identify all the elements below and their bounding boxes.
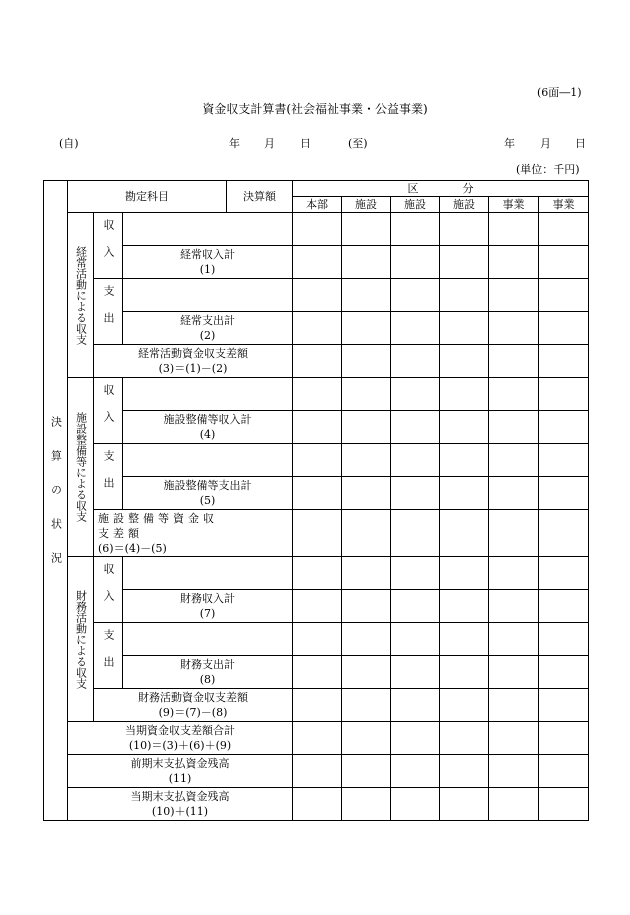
- to-day-label: 日: [575, 137, 586, 150]
- total-label: 当期末支払資金残高: [130, 790, 230, 803]
- period-from-label: (自): [59, 137, 79, 150]
- account-blank: [123, 557, 293, 590]
- col-jigyo-1: 事業: [489, 197, 539, 213]
- account-blank: [123, 444, 293, 477]
- diff-cell: [94, 510, 293, 557]
- value-cell: [440, 444, 489, 477]
- value-cell: [293, 477, 342, 510]
- value-cell: [539, 689, 589, 722]
- total-formula: (10)＝(3)＋(6)＋(9): [128, 739, 232, 752]
- value-cell: [342, 722, 391, 755]
- value-cell: [342, 213, 391, 246]
- value-cell: [391, 689, 440, 722]
- value-cell: [293, 656, 342, 689]
- value-cell: [440, 312, 489, 345]
- value-cell: [539, 623, 589, 656]
- value-cell: [489, 444, 539, 477]
- value-cell: [489, 557, 539, 590]
- income-total-label: 財務収入計: [180, 592, 235, 605]
- value-cell: [342, 411, 391, 444]
- value-cell: [539, 279, 589, 312]
- value-cell: [293, 213, 342, 246]
- value-cell: [440, 510, 489, 557]
- expense-total-cell: [123, 312, 293, 345]
- value-cell: [342, 312, 391, 345]
- value-cell: [489, 755, 539, 788]
- header-category: 区 分: [293, 181, 589, 197]
- income-total-no: (7): [199, 607, 216, 620]
- value-cell: [489, 510, 539, 557]
- value-cell: [293, 279, 342, 312]
- value-cell: [391, 722, 440, 755]
- value-cell: [293, 557, 342, 590]
- value-cell: [293, 755, 342, 788]
- value-cell: [293, 510, 342, 557]
- income-total-cell: [123, 246, 293, 279]
- value-cell: [539, 444, 589, 477]
- value-cell: [440, 246, 489, 279]
- total-cell: [68, 788, 293, 821]
- value-cell: [391, 557, 440, 590]
- value-cell: [342, 477, 391, 510]
- value-cell: [440, 213, 489, 246]
- expense-label-cell: [94, 444, 123, 510]
- diff-label: 経常活動資金収支差額: [138, 347, 248, 360]
- income-total-label: 経常収入計: [180, 248, 235, 261]
- side-label-cell: [44, 181, 68, 821]
- diff-formula: (3)＝(1)－(2): [158, 362, 228, 375]
- value-cell: [293, 312, 342, 345]
- income-label: 収入: [102, 562, 115, 617]
- expense-total-label: 財務支出計: [180, 658, 235, 671]
- value-cell: [342, 590, 391, 623]
- value-cell: [293, 788, 342, 821]
- section-label-cell: [68, 557, 94, 722]
- value-cell: [293, 444, 342, 477]
- fund-statement-table: [43, 180, 589, 821]
- diff-formula: (9)＝(7)－(8): [158, 706, 228, 719]
- account-blank: [123, 623, 293, 656]
- value-cell: [440, 623, 489, 656]
- value-cell: [342, 279, 391, 312]
- expense-total-label: 経常支出計: [180, 314, 235, 327]
- value-cell: [293, 345, 342, 378]
- from-month-label: 月: [264, 137, 275, 150]
- expense-total-cell: [123, 477, 293, 510]
- value-cell: [342, 623, 391, 656]
- value-cell: [342, 345, 391, 378]
- section-label: 財務活動による収支: [74, 589, 88, 689]
- value-cell: [293, 722, 342, 755]
- col-shisetsu-1: 施設: [342, 197, 391, 213]
- income-total-label: 施設整備等収入計: [163, 413, 252, 426]
- value-cell: [539, 312, 589, 345]
- value-cell: [440, 590, 489, 623]
- expense-total-no: (2): [199, 329, 216, 342]
- total-label: 当期資金収支差額合計: [125, 724, 235, 737]
- total-cell: [68, 722, 293, 755]
- expense-total-cell: [123, 656, 293, 689]
- value-cell: [539, 656, 589, 689]
- income-total-no: (4): [199, 428, 216, 441]
- value-cell: [342, 557, 391, 590]
- value-cell: [489, 411, 539, 444]
- value-cell: [391, 213, 440, 246]
- income-total-no: (1): [199, 263, 216, 276]
- value-cell: [440, 279, 489, 312]
- col-honbu: 本部: [293, 197, 342, 213]
- income-label-cell: [94, 213, 123, 279]
- side-label: 決算の状況: [49, 415, 63, 586]
- value-cell: [440, 345, 489, 378]
- value-cell: [342, 689, 391, 722]
- section-label-cell: [68, 378, 94, 557]
- expense-total-no: (8): [199, 673, 216, 686]
- value-cell: [539, 510, 589, 557]
- diff-label: 財務活動資金収支差額: [138, 691, 248, 704]
- expense-label: 支出: [102, 449, 115, 504]
- expense-label: 支出: [102, 628, 115, 683]
- total-formula: (11): [168, 772, 192, 785]
- value-cell: [391, 312, 440, 345]
- section-label: 経常活動による収支: [74, 245, 88, 345]
- to-year-label: 年: [504, 137, 515, 150]
- account-blank: [123, 279, 293, 312]
- value-cell: [293, 689, 342, 722]
- value-cell: [342, 656, 391, 689]
- income-label: 収入: [102, 218, 115, 273]
- value-cell: [440, 411, 489, 444]
- from-year-label: 年: [229, 137, 240, 150]
- expense-total-no: (5): [199, 494, 216, 507]
- value-cell: [342, 444, 391, 477]
- value-cell: [489, 279, 539, 312]
- value-cell: [391, 345, 440, 378]
- value-cell: [440, 689, 489, 722]
- value-cell: [293, 623, 342, 656]
- unit-label: (単位：千円): [516, 163, 580, 176]
- value-cell: [440, 722, 489, 755]
- col-shisetsu-2: 施設: [391, 197, 440, 213]
- value-cell: [539, 213, 589, 246]
- value-cell: [489, 788, 539, 821]
- from-day-label: 日: [300, 137, 311, 150]
- value-cell: [539, 378, 589, 411]
- value-cell: [440, 788, 489, 821]
- value-cell: [391, 378, 440, 411]
- value-cell: [342, 510, 391, 557]
- value-cell: [489, 656, 539, 689]
- col-jigyo-2: 事業: [539, 197, 589, 213]
- account-blank: [123, 213, 293, 246]
- value-cell: [391, 590, 440, 623]
- form-number: (6面―1): [537, 86, 582, 99]
- expense-total-label: 施設整備等支出計: [163, 479, 252, 492]
- account-blank: [123, 378, 293, 411]
- section-label-cell: [68, 213, 94, 378]
- value-cell: [391, 444, 440, 477]
- value-cell: [489, 246, 539, 279]
- value-cell: [440, 378, 489, 411]
- value-cell: [539, 722, 589, 755]
- value-cell: [539, 788, 589, 821]
- value-cell: [489, 590, 539, 623]
- period-to-label: (至): [348, 137, 368, 150]
- header-account: 勘定科目: [68, 181, 227, 213]
- diff-cell: [94, 345, 293, 378]
- value-cell: [489, 689, 539, 722]
- value-cell: [391, 411, 440, 444]
- value-cell: [391, 755, 440, 788]
- value-cell: [539, 557, 589, 590]
- income-total-cell: [123, 411, 293, 444]
- income-label-cell: [94, 557, 123, 623]
- diff-cell: [94, 689, 293, 722]
- value-cell: [342, 755, 391, 788]
- value-cell: [391, 623, 440, 656]
- value-cell: [391, 279, 440, 312]
- value-cell: [293, 411, 342, 444]
- value-cell: [391, 477, 440, 510]
- page-title: 資金収支計算書(社会福祉事業・公益事業): [202, 102, 428, 116]
- total-label: 前期末支払資金残高: [130, 757, 230, 770]
- value-cell: [440, 755, 489, 788]
- value-cell: [539, 755, 589, 788]
- expense-label: 支出: [102, 284, 115, 339]
- value-cell: [342, 378, 391, 411]
- value-cell: [391, 510, 440, 557]
- diff-formula: (6)＝(4)－(5): [98, 541, 167, 555]
- value-cell: [489, 312, 539, 345]
- to-month-label: 月: [540, 137, 551, 150]
- expense-label-cell: [94, 623, 123, 689]
- diff-label: 施設整備等資金収支差額: [98, 511, 218, 540]
- value-cell: [391, 656, 440, 689]
- value-cell: [342, 788, 391, 821]
- expense-label-cell: [94, 279, 123, 345]
- value-cell: [539, 477, 589, 510]
- value-cell: [539, 411, 589, 444]
- header-settlement: 決算額: [227, 181, 293, 213]
- total-formula: (10)＋(11): [151, 805, 209, 818]
- value-cell: [539, 246, 589, 279]
- value-cell: [293, 590, 342, 623]
- section-label: 施設整備等による収支: [74, 412, 88, 522]
- value-cell: [293, 378, 342, 411]
- value-cell: [489, 378, 539, 411]
- value-cell: [489, 623, 539, 656]
- value-cell: [440, 477, 489, 510]
- value-cell: [440, 656, 489, 689]
- income-label: 収入: [102, 383, 115, 438]
- value-cell: [489, 345, 539, 378]
- value-cell: [342, 246, 391, 279]
- value-cell: [539, 590, 589, 623]
- income-label-cell: [94, 378, 123, 444]
- income-total-cell: [123, 590, 293, 623]
- value-cell: [293, 246, 342, 279]
- total-cell: [68, 755, 293, 788]
- value-cell: [391, 246, 440, 279]
- value-cell: [539, 345, 589, 378]
- value-cell: [440, 557, 489, 590]
- col-shisetsu-3: 施設: [440, 197, 489, 213]
- value-cell: [489, 213, 539, 246]
- value-cell: [489, 477, 539, 510]
- value-cell: [391, 788, 440, 821]
- value-cell: [489, 722, 539, 755]
